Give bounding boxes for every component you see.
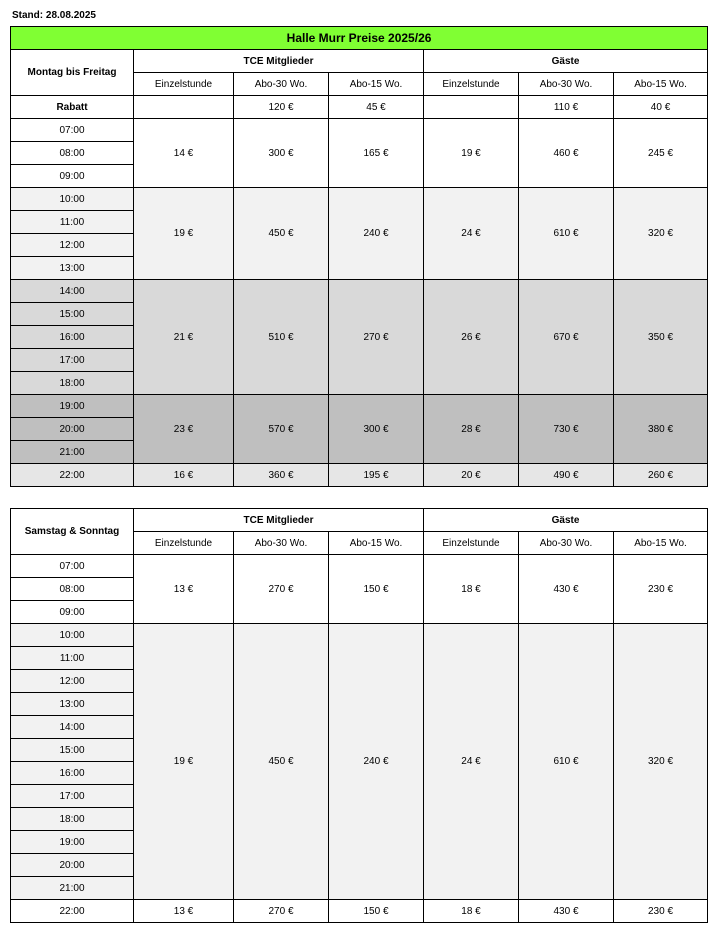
- price-cell: 230 €: [614, 555, 708, 624]
- time-cell: 11:00: [11, 647, 134, 670]
- col-header-abo15: Abo-15 Wo.: [329, 73, 424, 96]
- time-cell: 07:00: [11, 555, 134, 578]
- time-cell: 20:00: [11, 854, 134, 877]
- time-cell: 17:00: [11, 785, 134, 808]
- price-cell: 16 €: [134, 464, 234, 487]
- col-header-abo15: Abo-15 Wo.: [329, 532, 424, 555]
- row-header-weekday: Montag bis Freitag: [11, 50, 134, 96]
- time-cell: 10:00: [11, 188, 134, 211]
- time-cell: 18:00: [11, 808, 134, 831]
- price-cell: 24 €: [424, 624, 519, 900]
- row-header-weekend: Samstag & Sonntag: [11, 509, 134, 555]
- price-cell: 240 €: [329, 624, 424, 900]
- time-cell: 15:00: [11, 303, 134, 326]
- col-header-single: Einzelstunde: [424, 73, 519, 96]
- price-cell: 300 €: [329, 395, 424, 464]
- time-cell: 08:00: [11, 578, 134, 601]
- col-header-abo15: Abo-15 Wo.: [614, 532, 708, 555]
- time-row: [11, 395, 708, 418]
- time-row: [11, 464, 708, 487]
- time-cell: 21:00: [11, 441, 134, 464]
- weekday-price-table: [10, 26, 708, 487]
- price-cell: 19 €: [134, 624, 234, 900]
- price-cell: 320 €: [614, 624, 708, 900]
- group-header-guests: Gäste: [424, 50, 708, 73]
- price-cell: 490 €: [519, 464, 614, 487]
- time-cell: 07:00: [11, 119, 134, 142]
- time-cell: 19:00: [11, 831, 134, 854]
- time-cell: 22:00: [11, 464, 134, 487]
- price-cell: 245 €: [614, 119, 708, 188]
- time-cell: 18:00: [11, 372, 134, 395]
- rabatt-cell: 40 €: [614, 96, 708, 119]
- time-row: [11, 900, 708, 923]
- time-cell: 11:00: [11, 211, 134, 234]
- time-cell: 14:00: [11, 280, 134, 303]
- price-cell: 320 €: [614, 188, 708, 280]
- time-cell: 13:00: [11, 693, 134, 716]
- time-cell: 21:00: [11, 877, 134, 900]
- price-cell: 380 €: [614, 395, 708, 464]
- col-header-single: Einzelstunde: [134, 532, 234, 555]
- stand-date: Stand: 28.08.2025: [12, 10, 96, 21]
- price-cell: 28 €: [424, 395, 519, 464]
- time-cell: 13:00: [11, 257, 134, 280]
- time-cell: 08:00: [11, 142, 134, 165]
- time-cell: 20:00: [11, 418, 134, 441]
- table-title: Halle Murr Preise 2025/26: [11, 27, 708, 50]
- col-header-abo30: Abo-30 Wo.: [519, 532, 614, 555]
- price-cell: 270 €: [234, 555, 329, 624]
- price-cell: 450 €: [234, 188, 329, 280]
- price-cell: 670 €: [519, 280, 614, 395]
- price-cell: 195 €: [329, 464, 424, 487]
- price-cell: 13 €: [134, 900, 234, 923]
- price-cell: 360 €: [234, 464, 329, 487]
- price-cell: 610 €: [519, 624, 614, 900]
- price-cell: 270 €: [329, 280, 424, 395]
- price-cell: 730 €: [519, 395, 614, 464]
- price-cell: 18 €: [424, 900, 519, 923]
- price-cell: 150 €: [329, 900, 424, 923]
- price-cell: 23 €: [134, 395, 234, 464]
- time-row: [11, 188, 708, 211]
- time-row: [11, 555, 708, 578]
- time-cell: 16:00: [11, 326, 134, 349]
- time-cell: 22:00: [11, 900, 134, 923]
- price-cell: 20 €: [424, 464, 519, 487]
- time-cell: 19:00: [11, 395, 134, 418]
- time-cell: 15:00: [11, 739, 134, 762]
- time-row: [11, 119, 708, 142]
- price-cell: 165 €: [329, 119, 424, 188]
- price-cell: 240 €: [329, 188, 424, 280]
- col-header-single: Einzelstunde: [424, 532, 519, 555]
- time-cell: 09:00: [11, 165, 134, 188]
- price-cell: 18 €: [424, 555, 519, 624]
- price-cell: 300 €: [234, 119, 329, 188]
- rabatt-cell: [134, 96, 234, 119]
- price-cell: 13 €: [134, 555, 234, 624]
- rabatt-cell: [424, 96, 519, 119]
- price-cell: 260 €: [614, 464, 708, 487]
- time-cell: 16:00: [11, 762, 134, 785]
- col-header-single: Einzelstunde: [134, 73, 234, 96]
- rabatt-cell: 120 €: [234, 96, 329, 119]
- price-cell: 460 €: [519, 119, 614, 188]
- col-header-abo30: Abo-30 Wo.: [234, 73, 329, 96]
- price-cell: 230 €: [614, 900, 708, 923]
- price-cell: 14 €: [134, 119, 234, 188]
- weekend-price-table: [10, 508, 708, 923]
- price-cell: 19 €: [424, 119, 519, 188]
- rabatt-cell: 110 €: [519, 96, 614, 119]
- price-cell: 21 €: [134, 280, 234, 395]
- group-header-guests: Gäste: [424, 509, 708, 532]
- group-header-members: TCE Mitglieder: [134, 50, 424, 73]
- price-cell: 19 €: [134, 188, 234, 280]
- price-cell: 24 €: [424, 188, 519, 280]
- price-cell: 350 €: [614, 280, 708, 395]
- price-cell: 450 €: [234, 624, 329, 900]
- price-cell: 430 €: [519, 900, 614, 923]
- time-cell: 17:00: [11, 349, 134, 372]
- price-cell: 150 €: [329, 555, 424, 624]
- time-cell: 09:00: [11, 601, 134, 624]
- group-header-members: TCE Mitglieder: [134, 509, 424, 532]
- time-cell: 12:00: [11, 670, 134, 693]
- price-cell: 510 €: [234, 280, 329, 395]
- price-cell: 270 €: [234, 900, 329, 923]
- price-cell: 430 €: [519, 555, 614, 624]
- col-header-abo30: Abo-30 Wo.: [234, 532, 329, 555]
- col-header-abo30: Abo-30 Wo.: [519, 73, 614, 96]
- time-row: [11, 624, 708, 647]
- time-cell: 10:00: [11, 624, 134, 647]
- time-cell: 12:00: [11, 234, 134, 257]
- rabatt-cell: 45 €: [329, 96, 424, 119]
- price-cell: 26 €: [424, 280, 519, 395]
- price-cell: 610 €: [519, 188, 614, 280]
- col-header-abo15: Abo-15 Wo.: [614, 73, 708, 96]
- price-cell: 570 €: [234, 395, 329, 464]
- time-row: [11, 280, 708, 303]
- time-cell: 14:00: [11, 716, 134, 739]
- rabatt-label: Rabatt: [11, 96, 134, 119]
